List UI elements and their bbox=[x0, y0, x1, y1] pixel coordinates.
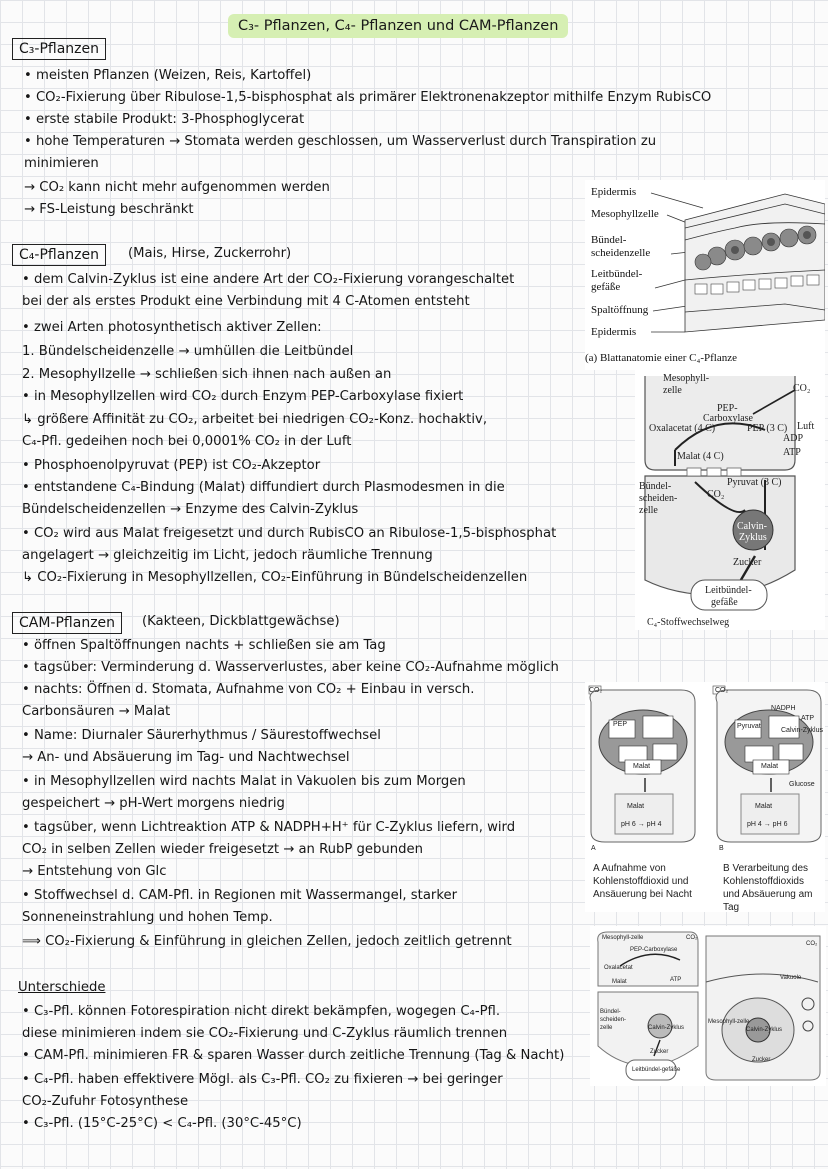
c3-line: • CO₂-Fixierung über Ribulose-1,5-bisphosphat als primärer Elektronenakzeptor mithilfe Enzym RubisCO bbox=[24, 90, 712, 105]
c3-line: minimieren bbox=[24, 156, 99, 171]
comparison-label: Bündel-scheiden-zelle bbox=[600, 1009, 627, 1031]
cam-line: → An- und Absäuerung im Tag- und Nachtwechsel bbox=[22, 750, 350, 765]
cam-line: gespeichert → pH-Wert morgens niedrig bbox=[22, 796, 285, 811]
c4-label: zelle bbox=[663, 385, 682, 396]
cam-caption-b: Tag bbox=[723, 902, 740, 913]
comparison-label: ATP bbox=[670, 977, 682, 983]
cam-line: • in Mesophyllzellen wird nachts Malat in Vakuolen bis zum Morgen bbox=[22, 774, 466, 789]
c4-line: Bündelscheidenzellen → Enzyme des Calvin-Zyklus bbox=[22, 502, 359, 517]
c4-line: ↳ CO₂-Fixierung in Mesophyllzellen, CO₂-Einführung in Bündelscheidenzellen bbox=[22, 570, 528, 585]
c4-label: Pyruvat (3 C) bbox=[727, 477, 782, 488]
c4-label: Luft bbox=[797, 421, 815, 432]
diff-heading: Unterschiede bbox=[18, 980, 106, 995]
c4-pathway-figure bbox=[635, 370, 825, 630]
c4-line: C₄-Pfl. gedeihen noch bei 0,0001% CO₂ in der Luft bbox=[22, 434, 352, 449]
c3-line: • hohe Temperaturen → Stomata werden geschlossen, um Wasserverlust durch Transpiration zu bbox=[24, 134, 657, 149]
cam-caption-a: Kohlenstoffdioxid und bbox=[593, 876, 689, 887]
c4-line: 2. Mesophyllzelle → schließen sich ihnen nach außen an bbox=[22, 367, 392, 382]
cam-tag: pH 4 → pH 6 bbox=[747, 821, 788, 828]
c3-line: • erste stabile Produkt: 3-Phosphoglycerat bbox=[24, 112, 305, 127]
c4-label: Zucker bbox=[733, 557, 762, 568]
c4-label: scheiden- bbox=[639, 493, 678, 504]
c4-label: ATP bbox=[783, 447, 801, 458]
cam-line: Carbonsäuren → Malat bbox=[22, 704, 171, 719]
c4-line: ↳ größere Affinität zu CO₂, arbeitet bei niedrigen CO₂-Konz. hochaktiv, bbox=[22, 412, 488, 427]
comparison-figure bbox=[590, 926, 826, 1086]
cam-line: Sonneneinstrahlung und hohen Temp. bbox=[22, 910, 273, 925]
c4-label: CO₂ bbox=[793, 383, 811, 394]
c4-label: Zyklus bbox=[739, 532, 767, 543]
c4-line: • in Mesophyllzellen wird CO₂ durch Enzym PEP-Carboxylase fixiert bbox=[22, 389, 464, 404]
cam-subtitle: (Kakteen, Dickblattgewächse) bbox=[142, 614, 340, 629]
cam-tag: Glucose bbox=[789, 781, 815, 788]
cam-caption-b: Kohlenstoffdioxids bbox=[723, 876, 804, 887]
c4-label: Mesophyll- bbox=[663, 373, 710, 384]
c4-label: gefäße bbox=[711, 597, 738, 608]
diff-line: CO₂-Zufuhr Fotosynthese bbox=[22, 1094, 189, 1109]
cam-caption-a: A Aufnahme von bbox=[593, 863, 666, 874]
c3-line: → FS-Leistung beschränkt bbox=[24, 202, 194, 217]
cam-line: • Stoffwechsel d. CAM-Pfl. in Regionen mit Wassermangel, starker bbox=[22, 888, 458, 903]
c4-figure-caption: C₄-Stoffwechselweg bbox=[647, 617, 730, 628]
c4-label: zelle bbox=[639, 505, 658, 516]
c4-line: • zwei Arten photosynthetisch aktiver Zellen: bbox=[22, 320, 322, 335]
leaf-anatomy-figure bbox=[585, 180, 825, 370]
cam-tag: CO₂ bbox=[589, 687, 603, 694]
comparison-label: CO₂ bbox=[806, 941, 818, 947]
cam-caption-a: Ansäuerung bei Nacht bbox=[593, 889, 692, 900]
fig-label: gefäße bbox=[591, 281, 621, 293]
c4-label: Bündel- bbox=[639, 481, 672, 492]
c4-line: 1. Bündelscheidenzelle → umhüllen die Leitbündel bbox=[22, 344, 354, 359]
c4-line: • dem Calvin-Zyklus ist eine andere Art der CO₂-Fixierung vorangeschaltet bbox=[22, 272, 515, 287]
page-title: C₃- Pflanzen, C₄- Pflanzen und CAM-Pflanzen bbox=[228, 14, 568, 38]
c4-line: • entstandene C₄-Bindung (Malat) diffundiert durch Plasmodesmen in die bbox=[22, 480, 505, 495]
cam-tag: Malat bbox=[755, 803, 773, 810]
comparison-label: Mesophyll-zelle bbox=[602, 935, 644, 941]
cam-line: • Name: Diurnaler Säurerhythmus / Säurestoffwechsel bbox=[22, 728, 381, 743]
c4-label: Oxalacetat (4 C) bbox=[649, 423, 716, 434]
fig-label: Mesophyllzelle bbox=[591, 208, 659, 220]
diff-line: • C₃-Pfl. können Fotorespiration nicht direkt bekämpfen, wogegen C₄-Pfl. bbox=[22, 1004, 501, 1019]
cam-tag: Malat bbox=[761, 763, 779, 770]
cam-caption-b: und Absäuerung am bbox=[723, 889, 813, 900]
comparison-label: Zucker bbox=[650, 1049, 669, 1055]
c4-label: ADP bbox=[783, 433, 804, 444]
cam-tag: Pyruvat bbox=[737, 723, 761, 730]
c4-line: bei der als erstes Produkt eine Verbindung mit 4 C-Atomen entsteht bbox=[22, 294, 470, 309]
c4-label: Calvin- bbox=[737, 521, 767, 532]
diff-line: • CAM-Pfl. minimieren FR & sparen Wasser durch zeitliche Trennung (Tag & Nacht) bbox=[22, 1048, 565, 1063]
c4-line: angelagert → gleichzeitig im Licht, jedoch räumliche Trennung bbox=[22, 548, 433, 563]
fig-label: Leitbündel- bbox=[591, 268, 643, 280]
c4-heading: C₄-Pflanzen bbox=[12, 244, 106, 266]
comparison-label: PEP-Carboxylase bbox=[630, 947, 678, 953]
comparison-label: Oxalacetat bbox=[604, 965, 633, 971]
cam-line: • tagsüber: Verminderung d. Wasserverlustes, aber keine CO₂-Aufnahme möglich bbox=[22, 660, 559, 675]
comparison-label: Malat bbox=[612, 979, 627, 985]
c4-label: Malat (4 C) bbox=[677, 451, 724, 462]
cam-figure bbox=[585, 682, 825, 912]
cam-caption-b: B Verarbeitung des bbox=[723, 863, 809, 874]
cam-tag: PEP bbox=[613, 721, 628, 728]
cam-tag: Malat bbox=[633, 763, 651, 770]
comparison-label: Vakuole bbox=[780, 975, 802, 981]
cam-tag: Calvin-Zyklus bbox=[781, 727, 824, 734]
comparison-label: Mesophyll-zelle bbox=[708, 1019, 750, 1025]
cam-line: • öffnen Spaltöffnungen nachts + schließen sie am Tag bbox=[22, 638, 386, 653]
comparison-label: Leitbündel-gefäße bbox=[632, 1067, 681, 1073]
c4-subtitle: (Mais, Hirse, Zuckerrohr) bbox=[128, 246, 292, 261]
cam-tag: Malat bbox=[627, 803, 645, 810]
cam-tag: ATP bbox=[801, 715, 815, 722]
cam-line: • tagsüber, wenn Lichtreaktion ATP & NADPH+H⁺ für C-Zyklus liefern, wird bbox=[22, 820, 516, 835]
fig-label: scheidenzelle bbox=[591, 247, 651, 259]
diff-line: • C₄-Pfl. haben effektivere Mögl. als C₃-Pfl. CO₂ zu fixieren → bei geringer bbox=[22, 1072, 503, 1087]
comparison-label: Calvin-Zyklus bbox=[648, 1025, 685, 1031]
fig-label: Spaltöffnung bbox=[591, 304, 649, 316]
cam-line: • nachts: Öffnen d. Stomata, Aufnahme von CO₂ + Einbau in versch. bbox=[22, 682, 475, 697]
fig-label: Epidermis bbox=[591, 326, 637, 338]
comparison-label: Zucker bbox=[752, 1057, 771, 1063]
c3-heading: C₃-Pflanzen bbox=[12, 38, 106, 60]
c4-line: • CO₂ wird aus Malat freigesetzt und durch RubisCO an Ribulose-1,5-bisphosphat bbox=[22, 526, 557, 541]
c4-label: PEP (3 C) bbox=[747, 423, 788, 434]
leaf-figure-caption: (a) Blattanatomie einer C₄-Pflanze bbox=[585, 352, 737, 364]
c4-label: PEP- bbox=[717, 403, 738, 414]
cam-heading: CAM-Pflanzen bbox=[12, 612, 122, 634]
diff-line: diese minimieren indem sie CO₂-Fixierung und C-Zyklus räumlich trennen bbox=[22, 1026, 508, 1041]
cam-line: CO₂ in selben Zellen wieder freigesetzt → an RubP gebunden bbox=[22, 842, 423, 857]
c4-label: CO₂ bbox=[707, 489, 725, 500]
c4-label: Leitbündel- bbox=[705, 585, 752, 596]
diff-line: • C₃-Pfl. (15°C-25°C) < C₄-Pfl. (30°C-45°C) bbox=[22, 1116, 302, 1131]
cam-line: → Entstehung von Glc bbox=[22, 864, 167, 879]
c3-line: • meisten Pflanzen (Weizen, Reis, Kartoffel) bbox=[24, 68, 312, 83]
cam-tag: CO₂ bbox=[715, 687, 729, 694]
cam-line: ⟹ CO₂-Fixierung & Einführung in gleichen Zellen, jedoch zeitlich getrennt bbox=[22, 934, 512, 949]
leaf-cross-section-drawing bbox=[585, 180, 825, 348]
fig-label: Bündel- bbox=[591, 234, 627, 246]
comparison-label: Calvin-Zyklus bbox=[746, 1027, 783, 1033]
comparison-label: CO₂ bbox=[686, 935, 698, 941]
c4-label: Carboxylase bbox=[703, 413, 753, 424]
fig-label: Epidermis bbox=[591, 186, 637, 198]
c3-line: → CO₂ kann nicht mehr aufgenommen werden bbox=[24, 180, 330, 195]
cam-tag: A bbox=[591, 845, 596, 852]
cam-tag: pH 6 → pH 4 bbox=[621, 821, 662, 828]
c4-line: • Phosphoenolpyruvat (PEP) ist CO₂-Akzeptor bbox=[22, 458, 321, 473]
cam-tag: NADPH bbox=[771, 705, 796, 712]
cam-tag: B bbox=[719, 845, 724, 852]
comparison-drawing bbox=[590, 926, 826, 1086]
